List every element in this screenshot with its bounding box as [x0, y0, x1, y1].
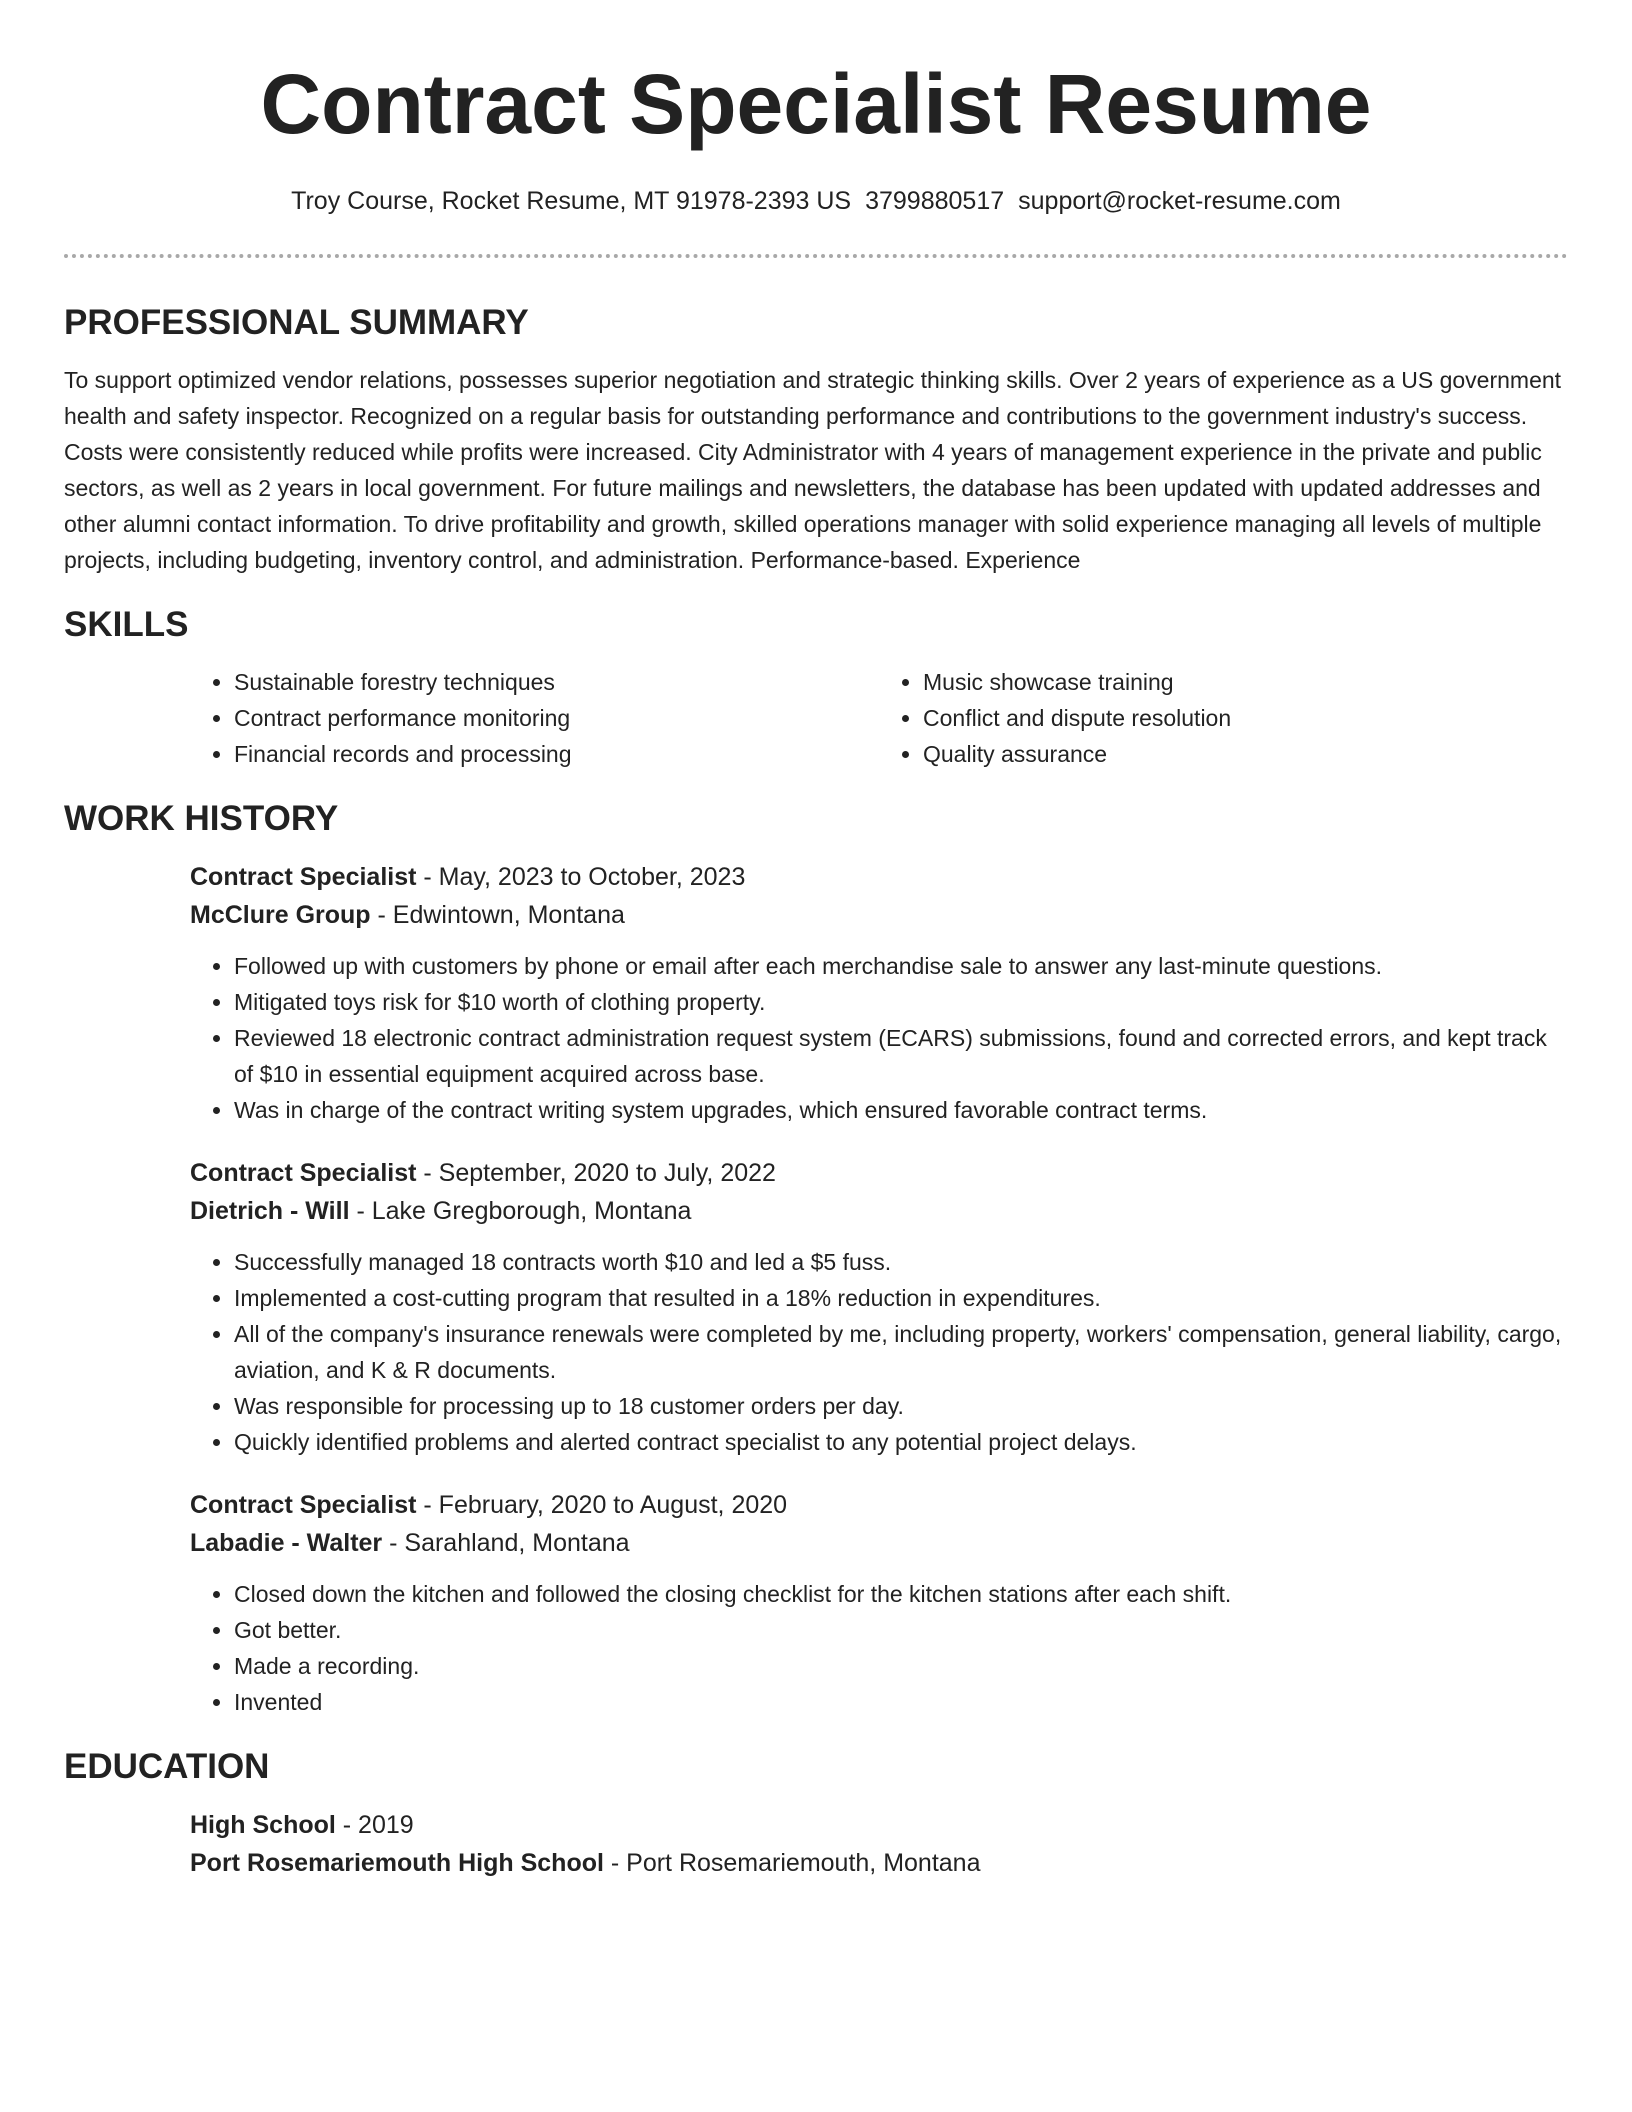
work-history: [190, 858, 1568, 1720]
job-title: Contract Specialist: [190, 1159, 417, 1187]
contact-email: support@rocket-resume.com: [1018, 187, 1341, 215]
job-location: - Lake Gregborough, Montana: [349, 1197, 692, 1225]
job-company-line: [190, 896, 1568, 934]
job-bullet: • Was in charge of the contract writing system upgrades, which ensured favorable contract terms.: [234, 1092, 1568, 1128]
contact-address: Troy Course, Rocket Resume, MT 91978-2393 US: [291, 187, 852, 215]
job-title-line: [190, 858, 1568, 896]
job-title-line: [190, 1154, 1568, 1192]
job-location: - Sarahland, Montana: [382, 1529, 630, 1557]
job-title-line: [190, 1486, 1568, 1524]
education-degree: High School: [190, 1811, 336, 1839]
job-dates: - May, 2023 to October, 2023: [416, 863, 746, 891]
skill-item: • Music showcase training: [923, 664, 1568, 700]
summary-text: To support optimized vendor relations, possesses superior negotiation and strategic thinking skills. Over 2 years of experience as a US government health and safety inspector. Recognized on a regular basis for outstanding performance and contributions to the government industry's success. Costs were consistently reduced while profits were increased. City Administrator with 4 years of management experience in the private and public sectors, as well as 2 years in local government. For future mailings and newsletters, the database has been updated with updated addresses and other alumni contact information. To drive profitability and growth, skilled operations manager with solid experience managing all levels of multiple projects, including budgeting, inventory control, and administration. Performance-based. Experience: [64, 367, 1562, 573]
job-bullets: [64, 1244, 1568, 1460]
job-bullet: • All of the company's insurance renewals were completed by me, including property, workers' compensation, general liability, cargo, aviation, and K & R documents.: [234, 1316, 1568, 1388]
job-entry: [190, 858, 1568, 1128]
skill-item: • Sustainable forestry techniques: [234, 664, 879, 700]
job-bullet: • Mitigated toys risk for $10 worth of clothing property.: [234, 984, 1568, 1020]
skills-column-left: [190, 664, 879, 772]
education-location: - Port Rosemariemouth, Montana: [603, 1849, 981, 1877]
job-company: Labadie - Walter: [190, 1529, 383, 1557]
contact-phone: 3799880517: [865, 187, 1005, 215]
job-company: Dietrich - Will: [190, 1197, 350, 1225]
resume-title: Contract Specialist Resume: [260, 57, 1372, 151]
job-title: Contract Specialist: [190, 863, 417, 891]
skill-item: • Financial records and processing: [234, 736, 879, 772]
job-entry: [190, 1486, 1568, 1720]
skill-item: • Quality assurance: [923, 736, 1568, 772]
job-bullet: • Closed down the kitchen and followed the closing checklist for the kitchen stations after each shift.: [234, 1576, 1568, 1612]
skills-list: [190, 664, 1568, 772]
skills-heading: SKILLS: [64, 605, 189, 644]
job-location: - Edwintown, Montana: [370, 901, 625, 929]
contact-line: [64, 186, 1568, 216]
job-bullet: • Quickly identified problems and alerted contract specialist to any potential project delays.: [234, 1424, 1568, 1460]
job-dates: - September, 2020 to July, 2022: [416, 1159, 776, 1187]
job-bullets: [64, 948, 1568, 1128]
work-heading: WORK HISTORY: [64, 799, 339, 838]
education-degree-line: [190, 1806, 1568, 1844]
job-title: Contract Specialist: [190, 1491, 417, 1519]
education-school: Port Rosemariemouth High School: [190, 1849, 604, 1877]
job-dates: - February, 2020 to August, 2020: [416, 1491, 788, 1519]
job-bullet: • Reviewed 18 electronic contract administration request system (ECARS) submissions, found and corrected errors, and kept track of $10 in essential equipment acquired across base.: [234, 1020, 1568, 1092]
education-entry: [190, 1806, 1568, 1882]
job-bullet: • Followed up with customers by phone or email after each merchandise sale to answer any last-minute questions.: [234, 948, 1568, 984]
header-divider: [64, 254, 1568, 258]
skill-item: • Conflict and dispute resolution: [923, 700, 1568, 736]
job-bullet: • Was responsible for processing up to 18 customer orders per day.: [234, 1388, 1568, 1424]
job-bullets: [64, 1576, 1568, 1720]
job-company: McClure Group: [190, 901, 371, 929]
job-bullet: • Implemented a cost-cutting program that resulted in a 18% reduction in expenditures.: [234, 1280, 1568, 1316]
job-company-line: [190, 1524, 1568, 1562]
job-bullet: • Invented: [234, 1684, 1568, 1720]
summary-heading: PROFESSIONAL SUMMARY: [64, 303, 529, 342]
skill-item: • Contract performance monitoring: [234, 700, 879, 736]
job-bullet: • Got better.: [234, 1612, 1568, 1648]
job-bullet: • Successfully managed 18 contracts worth $10 and led a $5 fuss.: [234, 1244, 1568, 1280]
education-year: - 2019: [335, 1811, 414, 1839]
job-entry: [190, 1154, 1568, 1460]
education-heading: EDUCATION: [64, 1747, 270, 1786]
job-company-line: [190, 1192, 1568, 1230]
skills-column-right: [879, 664, 1568, 772]
job-bullet: • Made a recording.: [234, 1648, 1568, 1684]
education-school-line: [190, 1844, 1568, 1882]
